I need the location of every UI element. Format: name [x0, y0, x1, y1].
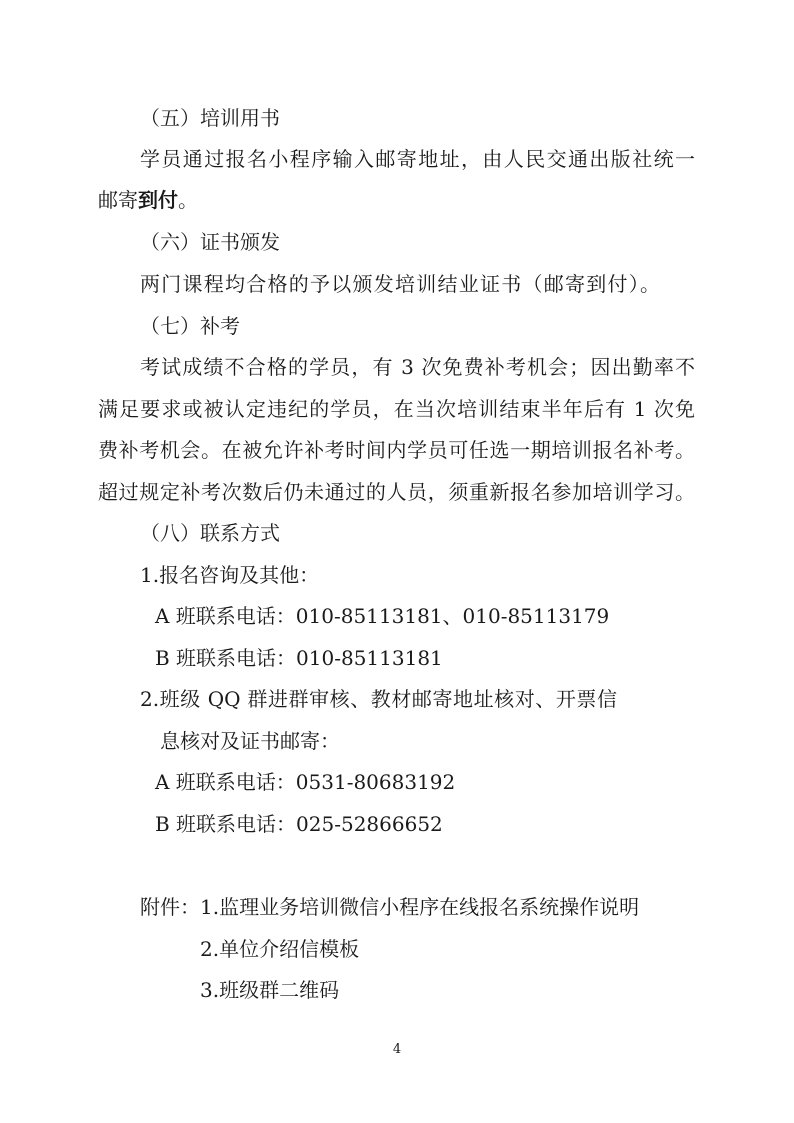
attachments-label: 附件： [140, 895, 200, 919]
bold-text-span: 到付 [138, 188, 178, 212]
page-number: 4 [392, 1042, 402, 1057]
paragraph-line: 考试成绩不合格的学员，有 3 次免费补考机会；因出勤率不 [140, 355, 695, 379]
attachment-item: 2.单位介绍信模板 [200, 937, 360, 961]
section-heading-contact: （八）联系方式 [140, 521, 280, 545]
paragraph-line: 费补考机会。在被允许补考时间内学员可任选一期培训报名补考。 [98, 438, 695, 462]
attachment-item: 3.班级群二维码 [200, 978, 340, 1002]
contact-phone-line: B 班联系电话：025-52866652 [155, 812, 443, 836]
paragraph-line [98, 187, 198, 213]
paragraph-line: 两门课程均合格的予以颁发培训结业证书（邮寄到付）。 [140, 272, 660, 296]
contact-item-title-continued: 息核对及证书邮寄： [160, 729, 340, 753]
section-heading-retake: （七）补考 [140, 314, 240, 338]
attachment-item: 1.监理业务培训微信小程序在线报名系统操作说明 [200, 895, 640, 919]
section-heading-certificate: （六）证书颁发 [140, 230, 280, 254]
contact-phone-line: A 班联系电话：010-85113181、010-85113179 [155, 604, 610, 628]
text-span: 邮寄 [98, 188, 138, 212]
section-heading-training-books: （五）培训用书 [140, 106, 280, 130]
contact-item-title: 2.班级 QQ 群进群审核、教材邮寄地址核对、开票信 [140, 687, 617, 711]
contact-phone-line: B 班联系电话：010-85113181 [155, 646, 443, 670]
paragraph-line: 满足要求或被认定违纪的学员，在当次培训结束半年后有 1 次免 [98, 397, 695, 421]
contact-item-title: 1.报名咨询及其他： [140, 563, 320, 587]
paragraph-line: 学员通过报名小程序输入邮寄地址，由人民交通出版社统一 [140, 147, 695, 171]
paragraph-line: 超过规定补考次数后仍未通过的人员，须重新报名参加培训学习。 [98, 480, 695, 504]
text-span: 。 [178, 188, 198, 212]
contact-phone-line: A 班联系电话：0531-80683192 [155, 770, 456, 794]
